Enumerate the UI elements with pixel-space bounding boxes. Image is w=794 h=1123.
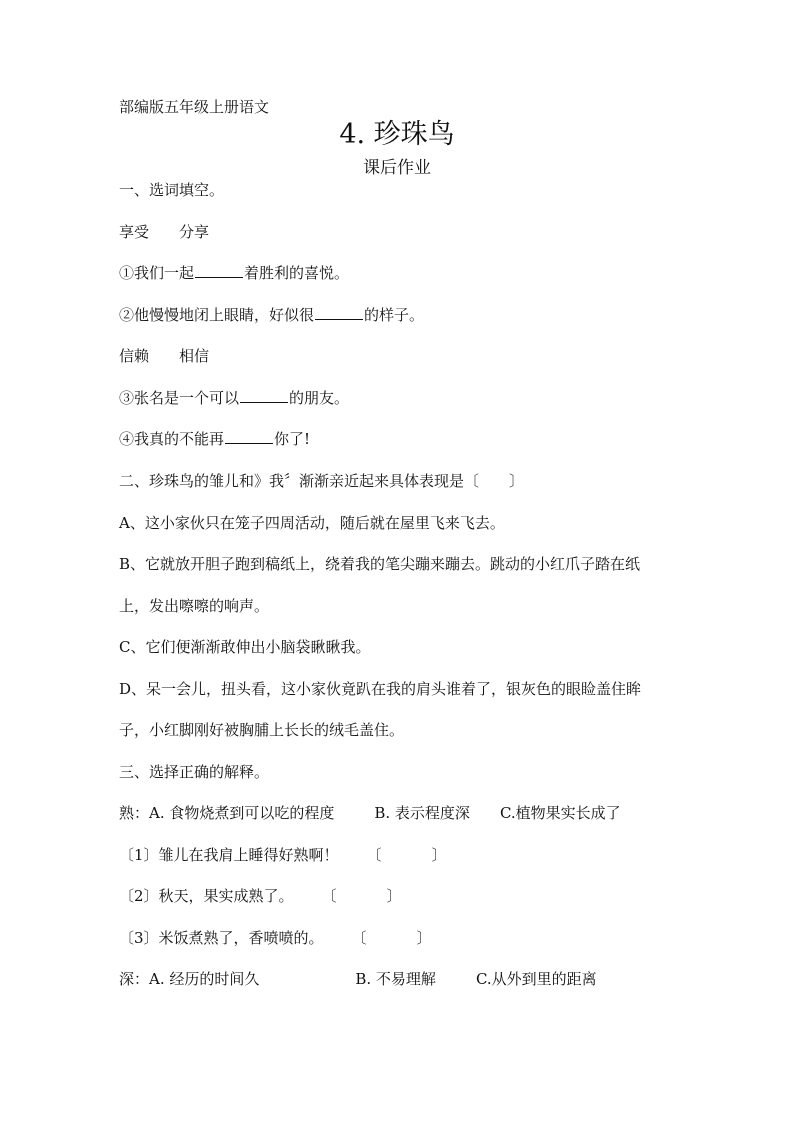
option-a: A、这小家伙只在笼子四周活动，随后就在屋里飞来飞去。 xyxy=(119,514,505,532)
shen-option-c: C.从外到里的距离 xyxy=(475,970,597,988)
word-group-2 xyxy=(119,346,209,366)
header-note: 部编版五年级上册语文 xyxy=(119,98,270,116)
shu-definitions xyxy=(119,803,621,823)
section1-heading: 一、选词填空。 xyxy=(119,181,225,199)
shu-option-a: 熟：A. 食物烧煮到可以吃的程度 xyxy=(119,804,335,822)
question-1-prefix: ①我们一起 xyxy=(119,264,195,282)
question-1 xyxy=(119,263,349,283)
option-b-line-1: B、它就放开胆子跑到稿纸上，绕着我的笔尖蹦来蹦去。跳动的小红爪子踏在纸 xyxy=(119,555,641,573)
fill-blank[interactable] xyxy=(195,263,243,278)
page-subtitle: 课后作业 xyxy=(363,158,431,178)
paren-close: 〕 xyxy=(431,846,447,864)
shu-question-3-text: 〔3〕米饭煮熟了，香喷喷的。 xyxy=(119,929,324,947)
question-2 xyxy=(119,305,424,325)
shu-option-b: B. 表示程度深 xyxy=(374,804,470,822)
word-option: 享受 xyxy=(119,223,150,241)
option-d-line-2: 子，小红脚刚好被胸脯上长长的绒毛盖住。 xyxy=(119,721,405,739)
section3-heading: 三、选择正确的解释。 xyxy=(119,763,270,781)
option-b-line-2: 上，发出嚓嚓的响声。 xyxy=(119,597,270,615)
shu-question-1 xyxy=(119,845,447,865)
shen-option-b: B. 不易理解 xyxy=(355,970,436,988)
paren-open: 〔 xyxy=(366,846,382,864)
question-4 xyxy=(119,429,310,449)
paren-close: 〕 xyxy=(386,887,402,905)
shen-option-a: 深：A. 经历的时间久 xyxy=(119,970,260,988)
answer-parens[interactable] xyxy=(322,886,402,906)
option-d-line-1: D、呆一会儿，扭头看，这小家伙竟趴在我的肩头谁着了，银灰色的眼睑盖住眸 xyxy=(119,680,642,698)
fill-blank[interactable] xyxy=(240,388,288,403)
page-title: 4. 珍珠鸟 xyxy=(339,119,455,150)
section2-heading: 二、珍珠鸟的雏儿和》我〞渐渐亲近起来具体表现是〔 〕 xyxy=(119,472,525,490)
word-option: 信赖 xyxy=(119,347,150,365)
paren-close: 〕 xyxy=(416,929,432,947)
option-c: C、它们便渐渐敢伸出小脑袋瞅瞅我。 xyxy=(119,638,371,656)
word-option: 相信 xyxy=(179,347,210,365)
question-2-suffix: 的样子。 xyxy=(364,306,425,324)
fill-blank[interactable] xyxy=(315,305,363,320)
question-2-prefix: ②他慢慢地闭上眼睛，好似很 xyxy=(119,306,315,324)
fill-blank[interactable] xyxy=(225,429,273,444)
paren-open: 〔 xyxy=(351,929,367,947)
shu-question-2 xyxy=(119,886,402,906)
shu-question-1-text: 〔1〕雏儿在我肩上睡得好熟啊！ xyxy=(119,846,339,864)
answer-parens[interactable] xyxy=(367,845,447,865)
shu-option-c: C.植物果实长成了 xyxy=(499,804,621,822)
question-3-suffix: 的朋友。 xyxy=(289,389,350,407)
question-4-prefix: ④我真的不能再 xyxy=(119,430,225,448)
answer-parens[interactable] xyxy=(352,928,432,948)
word-option: 分享 xyxy=(179,223,210,241)
shu-question-2-text: 〔2〕秋天，果实成熟了。 xyxy=(119,887,294,905)
word-group-1 xyxy=(119,222,209,242)
question-1-suffix: 着胜利的喜悦。 xyxy=(244,264,350,282)
shen-definitions xyxy=(119,969,597,989)
paren-open: 〔 xyxy=(321,887,337,905)
question-4-suffix: 你了! xyxy=(274,430,311,448)
question-3-prefix: ③张名是一个可以 xyxy=(119,389,240,407)
shu-question-3 xyxy=(119,928,432,948)
question-3 xyxy=(119,388,349,408)
